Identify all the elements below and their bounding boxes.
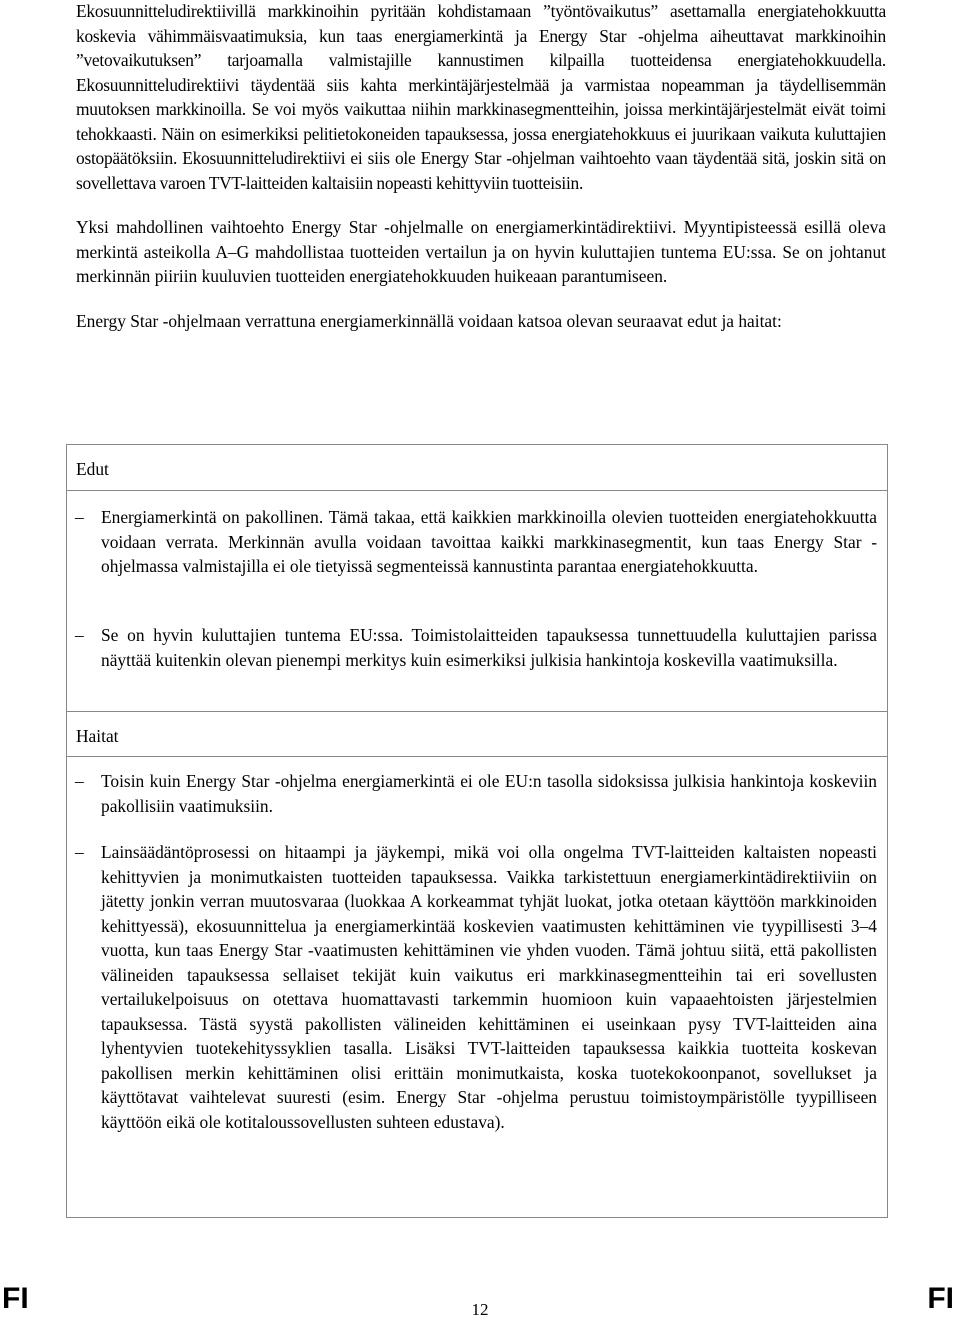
pros-cons-table bbox=[66, 444, 888, 1218]
footer-language-code-right: FI bbox=[927, 1282, 954, 1315]
advantage-item-text: Energiamerkintä on pakollinen. Tämä takaa, että kaikkien markkinoilla olevien tuotteiden energiatehokkuutta voidaan verrata. Merkinnän avulla voidaan tavoittaa kaikki markkinasegmentit, kun taas Energy Star -ohjelmassa valmistajilla ei ole tietyissä segmenteissä kannustinta parantaa energiatehokkuutta. bbox=[101, 507, 877, 576]
document-body bbox=[76, 0, 886, 333]
advantages-header-row bbox=[67, 445, 887, 491]
paragraph-ecodesign-push-effect: Ekosuunnitteludirektiivillä markkinoihin pyritään kohdistamaan ”työntövaikutus” asettamalla energiatehokkuutta koskevia vähimmäisvaatimuksia, kun taas energiamerkintä ja Energy Star -ohjelma aiheuttavat markkinoihin ”vetovaikutuksen” tarjoamalla valmistajille kannustimen kilpailla tuotteidensa energiatehokkuudella. Ekosuunnitteludirektiivi täydentää siis kahta merkintäjärjestelmää ja varmistaa nopeamman ja täydellisemmän muutoksen markkinoilla. Se voi myös vaikuttaa niihin markkinasegmentteihin, joissa merkintäjärjestelmät eivät toimi tehokkaasti. Näin on esimerkiksi pelitietokoneiden tapauksessa, jossa energiatehokkuus ei juurikaan vaikuta kuluttajien ostopäätöksiin. Ekosuunnitteludirektiivi ei siis ole Energy Star -ohjelman vaihtoehto vaan täydentää sitä, joskin sitä on sovellettava varoen TVT-laitteiden kaltaisiin nopeasti kehittyviin tuotteisiin. bbox=[76, 1, 886, 193]
page-number: 12 bbox=[471, 1300, 489, 1319]
disadvantage-item-text: Lainsäädäntöprosessi on hitaampi ja jäykempi, mikä voi olla ongelma TVT-laitteiden kaltaisten nopeasti kehittyvien ja monimutkaisten tuotteiden tapauksessa. Vaikka tarkistettuun energiamerkintädirektiiviin on jätetty jonkin verran muutosvaraa (luokkaa A korkeammat tyhjät luokat, jotka otetaan käyttöön markkinoiden kehittyessä), ekosuunnittelua ja energiamerkintää koskevien vaatimusten kehittäminen vie tyypillisesti 3–4 vuotta, kun taas Energy Star -vaatimusten kehittäminen vie yhden vuoden. Tämä johtuu siitä, että pakollisten välineiden tapauksessa sellaiset tekijät kuin vaikutus eri markkinasegmentteihin tai eri sovellusten vertailukelpoisuus on otettava huomattavasti tarkemmin huomioon kuin vapaaehtoisten järjestelmien tapauksessa. Tästä syystä pakollisten välineiden kehittäminen ei useinkaan pysy TVT-laitteiden aina lyhentyvien tuotekehityssyklien tasalla. Lisäksi TVT-laitteiden tapauksessa kaikkia tuotteita koskevan pakollisen merkin kehittäminen olisi erittäin monimutkaista, koska tuotekokoonpanot, sovellukset ja käyttötavat vaihtelevat suuresti (esim. Energy Star -ohjelma perustuu toimistoympäristölle tyypilliseen käyttöön eikä ole kotitaloussovellusten suhteen edustava). bbox=[101, 842, 877, 1132]
footer-language-code-left: FI bbox=[2, 1282, 29, 1315]
paragraph-energy-label-alternative: Yksi mahdollinen vaihtoehto Energy Star -ohjelmalle on energiamerkintädirektiivi. Myyntipisteessä esillä oleva merkintä asteikolla A–G mahdollistaa tuotteiden vertailun ja on hyvin kuluttajien tuntema EU:ssa. Se on johtanut merkinnän piiriin kuuluvien tuotteiden energiatehokkuuden huikeaan parantumiseen. bbox=[76, 217, 886, 286]
dash-bullet: – bbox=[75, 625, 84, 645]
disadvantage-item-text: Toisin kuin Energy Star -ohjelma energiamerkintä ei ole EU:n tasolla sidoksissa julkisia hankintoja koskeviin pakollisiin vaatimuksiin. bbox=[101, 771, 877, 816]
dash-bullet: – bbox=[75, 507, 84, 527]
disadvantages-header-row bbox=[67, 711, 887, 757]
dash-bullet: – bbox=[75, 842, 84, 862]
advantages-heading: Edut bbox=[76, 459, 109, 479]
disadvantages-heading: Haitat bbox=[76, 726, 119, 746]
dash-bullet: – bbox=[75, 771, 84, 791]
advantage-item-text: Se on hyvin kuluttajien tuntema EU:ssa. Toimistolaitteiden tapauksessa tunnettuudella kuluttajien parissa näyttää kuitenkin olevan pienempi merkitys kuin esimerkiksi julkisia hankintoja koskevilla vaatimuksilla. bbox=[101, 625, 877, 670]
paragraph-pros-cons-intro: Energy Star -ohjelmaan verrattuna energiamerkinnällä voidaan katsoa olevan seuraavat edut ja haitat: bbox=[76, 310, 782, 331]
